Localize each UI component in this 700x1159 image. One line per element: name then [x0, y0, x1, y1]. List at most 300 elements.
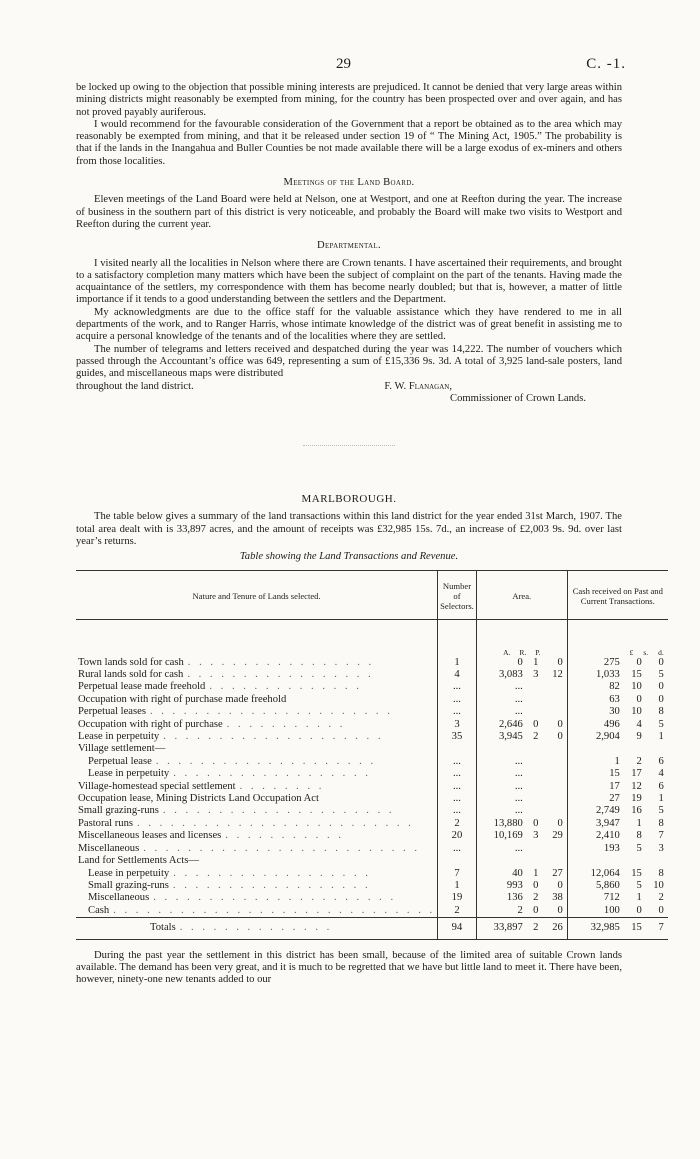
area-roods: 0 — [533, 904, 539, 916]
cash-shillings: 12 — [631, 780, 642, 792]
cell-cash — [567, 918, 668, 939]
area-perches — [549, 793, 563, 805]
area-roods: 2 — [533, 892, 539, 904]
cash-pounds: 275 — [603, 656, 620, 668]
row-label-text: Perpetual lease — [88, 755, 152, 767]
cell-area — [476, 781, 567, 793]
row-label-text: Miscellaneous — [78, 842, 140, 854]
cash-value — [570, 756, 666, 768]
table-row — [76, 793, 668, 805]
leader-dots: . . . . . . . . . . . . . . . . . . — [172, 879, 371, 891]
cell-area — [476, 805, 567, 817]
area-roods — [529, 843, 543, 855]
area-acres: ... — [514, 706, 523, 718]
cash-shillings: 15 — [631, 922, 642, 934]
row-label — [78, 855, 435, 867]
area-value — [479, 868, 565, 880]
cell-nature — [76, 818, 438, 830]
paragraph-departmental-2: My acknowledgments are due to the office staff for the valuable assistance which they have rendered to me in all departments of the work, and to Ranger Harris, whose intimate knowledge of the district was of great benefit in assisting me to acquire a personal knowledge of the tenants and of the localities where they are settled. — [76, 306, 622, 343]
leader-dots: . . . . . . . . . . . . . . . . . . — [173, 867, 371, 879]
cell-cash — [567, 892, 668, 904]
area-value — [479, 905, 565, 917]
area-roods: 1 — [533, 656, 539, 668]
cell-area — [476, 868, 567, 880]
cell-cash — [567, 657, 668, 669]
cell-selectors: ... — [438, 793, 477, 805]
row-label — [78, 843, 435, 855]
row-label-text: Rural lands sold for cash — [78, 669, 184, 681]
cash-shillings: 15 — [631, 669, 642, 681]
paragraph-meetings: Eleven meetings of the Land Board were held at Nelson, one at Westport, and one at Reefton during the year. The increase of business in the southern part of this district is very noticeable, and probably the Board will make two visits to Westport and Reefton during the current year. — [76, 194, 622, 230]
cell-cash — [567, 818, 668, 830]
header-cash: Cash received on Past and Current Transactions. — [567, 570, 668, 619]
area-acres: 3,945 — [498, 731, 523, 743]
cell-cash — [567, 781, 668, 793]
cash-shillings: 0 — [636, 656, 642, 668]
cash-shillings: 2 — [636, 755, 642, 767]
section-divider — [303, 445, 395, 447]
area-value — [479, 657, 565, 669]
table-row — [76, 868, 668, 880]
cell-nature — [76, 805, 438, 817]
area-acres: 2 — [517, 904, 523, 916]
leader-dots: . . . . . . . . . . . . . . . . . . . . . . . . . . . . . — [113, 904, 436, 916]
cell-selectors: 1 — [438, 880, 477, 892]
cell-nature — [76, 694, 438, 706]
header-area: Area. — [476, 570, 567, 619]
area-perches — [549, 768, 563, 780]
table-row — [76, 731, 668, 743]
row-label — [78, 793, 435, 805]
leader-dots: . . . . . . . . . . . . . . . . . . . . . . . . . — [137, 817, 414, 829]
cash-pence: 0 — [658, 904, 664, 916]
area-perches: 29 — [552, 830, 563, 842]
area-acres: ... — [514, 693, 523, 705]
cell-selectors — [438, 855, 477, 867]
area-acres: 10,169 — [493, 830, 523, 842]
cash-value — [570, 657, 666, 669]
cell-area — [476, 768, 567, 780]
cash-value — [570, 694, 666, 706]
area-value — [479, 793, 565, 805]
cash-shillings: 0 — [636, 693, 642, 705]
area-perches — [549, 805, 563, 817]
cell-nature — [76, 793, 438, 805]
cell-nature — [76, 657, 438, 669]
area-roods: 0 — [533, 718, 539, 730]
cell-nature — [76, 905, 438, 918]
cash-pence: 10 — [653, 879, 664, 891]
area-acres: 13,880 — [493, 817, 523, 829]
cell-cash — [567, 805, 668, 817]
row-label-text: Village-homestead special settlement — [78, 780, 236, 792]
table-row — [76, 681, 668, 693]
area-roods — [529, 756, 543, 768]
cash-pounds: 15 — [609, 768, 620, 780]
table-header-row — [76, 570, 668, 619]
area-value — [479, 768, 565, 780]
cell-area — [476, 793, 567, 805]
cell-cash — [567, 719, 668, 731]
cell-cash — [567, 768, 668, 780]
area-value — [479, 843, 565, 855]
row-label — [78, 669, 435, 681]
cell-selectors: 4 — [438, 669, 477, 681]
cell-nature — [76, 781, 438, 793]
cell-area — [476, 918, 567, 939]
cell-cash — [567, 706, 668, 718]
cash-shillings: 5 — [636, 879, 642, 891]
unit-acres: A. — [503, 647, 511, 657]
table-row — [76, 669, 668, 681]
cell-nature — [76, 830, 438, 842]
cell-area — [476, 657, 567, 669]
cell-cash — [567, 669, 668, 681]
cell-cash — [567, 830, 668, 842]
leader-dots: . . . . . . . . . . . . . . . . . . . . . . — [149, 706, 393, 718]
cell-selectors: 2 — [438, 905, 477, 918]
area-roods — [529, 768, 543, 780]
document-reference: C. -1. — [586, 56, 626, 72]
area-perches: 12 — [552, 669, 563, 681]
area-value — [479, 706, 565, 718]
cash-pounds: 1,033 — [595, 669, 620, 681]
cell-selectors: 2 — [438, 818, 477, 830]
table-row — [76, 843, 668, 855]
cell-area — [476, 905, 567, 918]
table-row — [76, 905, 668, 918]
table-row-totals — [76, 918, 668, 939]
cash-pounds: 12,064 — [590, 867, 620, 879]
signature-title: Commissioner of Crown Lands. — [450, 392, 586, 404]
area-acres: ... — [514, 805, 523, 817]
cell-selectors — [438, 743, 477, 755]
cash-pounds: 32,985 — [590, 922, 620, 934]
cell-selectors: ... — [438, 781, 477, 793]
cash-pence: 8 — [658, 817, 664, 829]
area-roods — [529, 793, 543, 805]
cell-area — [476, 843, 567, 855]
row-label-text: Land for Settlements Acts— — [78, 855, 199, 867]
area-perches — [549, 781, 563, 793]
row-label — [78, 657, 435, 669]
area-value — [479, 892, 565, 904]
cell-nature — [76, 843, 438, 855]
row-label — [78, 905, 435, 917]
paragraph-departmental-1: I visited nearly all the localities in Nelson where there are Crown tenants. I have ascertained their requirements, and brought to a satisfactory completion many matters which have been the subject of complaint on the part of the tenants. Having made the acquaintance of the settlers, my correspondence with them has become nearly doubled; but that is, however, a matter of little importance if it tends to a good understanding between the settlers and the Department. — [76, 257, 622, 306]
row-label — [78, 922, 435, 934]
unit-shillings: s. — [643, 647, 649, 657]
cash-value — [570, 681, 666, 693]
row-label-text: Cash — [88, 904, 110, 916]
table-row — [76, 805, 668, 817]
cell-area — [476, 818, 567, 830]
row-label-text: Miscellaneous leases and licenses — [78, 830, 222, 842]
cell-area — [476, 719, 567, 731]
cash-pounds: 100 — [603, 904, 620, 916]
cash-value — [570, 781, 666, 793]
area-perches: 38 — [552, 892, 563, 904]
cash-pence: 0 — [658, 681, 664, 693]
cash-pounds: 193 — [603, 842, 620, 854]
cash-value — [570, 706, 666, 718]
cash-pence: 4 — [658, 768, 664, 780]
signature-row — [76, 381, 622, 393]
row-label — [78, 694, 435, 706]
cash-value — [570, 768, 666, 780]
cash-value — [570, 905, 666, 917]
heading-departmental: Departmental. — [317, 240, 381, 252]
heading-meetings: Meetings of the Land Board. — [283, 177, 415, 189]
cash-shillings: 10 — [631, 706, 642, 718]
leader-dots — [346, 793, 435, 805]
cell-cash — [567, 694, 668, 706]
cell-nature — [76, 756, 438, 768]
area-perches: 27 — [552, 867, 563, 879]
page-header — [0, 56, 700, 76]
row-label-text: Village settlement— — [78, 743, 166, 755]
area-acres: ... — [514, 793, 523, 805]
cash-value — [570, 818, 666, 830]
section-title-marlborough: MARLBOROUGH. — [301, 493, 397, 506]
row-label — [78, 743, 435, 755]
cell-selectors: ... — [438, 843, 477, 855]
row-label-text: Lease in perpetuity — [78, 731, 160, 743]
cell-cash — [567, 843, 668, 855]
row-label — [78, 892, 435, 904]
cell-area — [476, 855, 567, 867]
cell-selectors: ... — [438, 681, 477, 693]
area-acres: 0 — [517, 656, 523, 668]
cash-pounds: 496 — [603, 718, 620, 730]
cell-area — [476, 706, 567, 718]
row-label — [78, 768, 435, 780]
table-row — [76, 892, 668, 904]
row-label — [78, 706, 435, 718]
cell-area — [476, 743, 567, 755]
cash-shillings: 5 — [636, 842, 642, 854]
cash-pence: 0 — [658, 693, 664, 705]
cell-area — [476, 880, 567, 892]
paragraph-mining-continued: be locked up owing to the objection that possible mining interests are prejudiced. It cannot be denied that very large areas within mining districts might reasonably be exempted from mining, for the country has been prospected over and over again, and has not proved payably auriferous. — [76, 82, 622, 118]
cell-selectors: 94 — [438, 918, 477, 939]
area-roods — [529, 694, 543, 706]
row-label-text: Lease in perpetuity — [88, 768, 170, 780]
cash-pence: 7 — [658, 922, 664, 934]
row-label — [78, 731, 435, 743]
paragraph-marlborough-after: During the past year the settlement in this district has been small, because of the limited area of suitable Crown lands available. The demand has been very great, and it is much to be regretted that we have but little land to meet it. There have been, however, ninety-one new tenants added to our — [76, 949, 622, 986]
area-value — [479, 756, 565, 768]
cash-pounds: 63 — [609, 693, 620, 705]
cell-selectors: 19 — [438, 892, 477, 904]
cash-pounds: 30 — [609, 706, 620, 718]
table-row — [76, 743, 668, 755]
area-perches: 0 — [557, 817, 563, 829]
cash-value — [570, 892, 666, 904]
area-value — [479, 922, 565, 934]
row-label — [78, 880, 435, 892]
area-roods: 1 — [533, 867, 539, 879]
cell-cash — [567, 905, 668, 918]
cash-pence: 8 — [658, 706, 664, 718]
cash-pounds: 27 — [609, 793, 620, 805]
leader-dots: . . . . . . . . . . . . . . . . . — [187, 669, 374, 681]
cell-selectors: 7 — [438, 868, 477, 880]
area-perches: 26 — [552, 922, 563, 934]
table-row — [76, 657, 668, 669]
table-caption: Table showing the Land Transactions and Revenue. — [239, 551, 459, 563]
cash-shillings: 9 — [636, 731, 642, 743]
unit-roods: R. — [519, 647, 527, 657]
area-acres: 33,897 — [493, 922, 523, 934]
area-perches — [549, 681, 563, 693]
cell-cash — [567, 868, 668, 880]
cell-nature — [76, 880, 438, 892]
row-label-text: Occupation lease, Mining Districts Land Occupation Act — [78, 793, 319, 805]
row-label — [78, 818, 435, 830]
cash-value — [570, 830, 666, 842]
area-roods: 3 — [533, 830, 539, 842]
paragraph-mining-recommendation: I would recommend for the favourable consideration of the Government that a report be obtained as to the area which may reasonably be exempted from mining, and that it be released under section 19 of “ The Mining Act, 1905.” The probability is that if the lands in the Inangahua and Buller Counties be not made available there will be a large exodus of ex-miners and others from those localities. — [76, 118, 622, 167]
area-acres: ... — [514, 681, 523, 693]
cash-pounds: 2,410 — [595, 830, 620, 842]
cell-nature — [76, 892, 438, 904]
leader-dots: . . . . . . . . . . . . . . . . . — [187, 656, 375, 668]
signature-name: F. W. Flanagan, — [384, 380, 452, 392]
cell-nature — [76, 918, 438, 939]
row-label — [78, 805, 435, 817]
leader-dots: . . . . . . . . . . . . . . . . . . . . — [163, 731, 384, 743]
row-label-text: Small grazing-runs — [88, 879, 169, 891]
page-content — [76, 82, 664, 986]
cell-area — [476, 694, 567, 706]
area-acres: 3,083 — [498, 669, 523, 681]
row-label-text: Small grazing-runs — [78, 805, 159, 817]
cell-area — [476, 756, 567, 768]
area-roods: 0 — [533, 817, 539, 829]
leader-dots — [199, 855, 435, 867]
row-label-text: Totals — [150, 922, 176, 934]
leader-dots: . . . . . . . . . . . . . . . . . . . . . — [162, 805, 395, 817]
cell-nature — [76, 681, 438, 693]
cash-pence: 5 — [658, 805, 664, 817]
cell-selectors: 20 — [438, 830, 477, 842]
row-label — [78, 719, 435, 731]
cash-pence: 1 — [658, 793, 664, 805]
cell-nature — [76, 768, 438, 780]
cash-shillings: 15 — [631, 867, 642, 879]
cash-shillings: 19 — [631, 793, 642, 805]
cash-pence: 6 — [658, 755, 664, 767]
paragraph-departmental-end: throughout the land district. — [76, 380, 194, 392]
area-perches: 0 — [557, 879, 563, 891]
leader-dots: . . . . . . . . . . . . . . — [209, 681, 362, 693]
area-acres: 136 — [506, 892, 523, 904]
leader-dots: . . . . . . . . . . . — [226, 718, 346, 730]
leader-dots: . . . . . . . . . . . . . . . . . . — [173, 768, 371, 780]
cash-value — [570, 843, 666, 855]
cell-cash — [567, 743, 668, 755]
table-row — [76, 781, 668, 793]
cell-nature — [76, 731, 438, 743]
cash-pounds: 2,749 — [595, 805, 620, 817]
cash-pounds: 712 — [603, 892, 620, 904]
table-row — [76, 880, 668, 892]
cell-selectors: ... — [438, 694, 477, 706]
row-label-text: Occupation with right of purchase made freehold — [78, 693, 287, 705]
land-transactions-table — [76, 570, 668, 940]
table-row — [76, 830, 668, 842]
row-label — [78, 681, 435, 693]
cash-shillings: 10 — [631, 681, 642, 693]
cell-cash — [567, 880, 668, 892]
cash-pence: 5 — [658, 718, 664, 730]
area-roods — [529, 706, 543, 718]
cash-pounds: 1 — [614, 755, 620, 767]
cell-selectors: ... — [438, 768, 477, 780]
cell-nature — [76, 743, 438, 755]
area-value — [479, 805, 565, 817]
cash-shillings: 1 — [636, 817, 642, 829]
area-roods: 3 — [533, 669, 539, 681]
paragraph-marlborough-intro: The table below gives a summary of the land transactions within this land district for the year ended 31st March, 1907. The total area dealt with is 33,897 acres, and the amount of receipts was £32,985 15s. 7d., an increase of £2,003 9s. 9d. over last year’s returns. — [76, 511, 622, 548]
cell-selectors: 1 — [438, 657, 477, 669]
cash-pence: 8 — [658, 867, 664, 879]
cash-pounds: 3,947 — [595, 817, 620, 829]
area-acres: 40 — [512, 867, 523, 879]
area-perches: 0 — [557, 718, 563, 730]
cell-area — [476, 669, 567, 681]
area-perches: 0 — [557, 904, 563, 916]
cell-nature — [76, 855, 438, 867]
cash-pounds: 5,860 — [595, 879, 620, 891]
row-label-text: Perpetual leases — [78, 706, 146, 718]
cell-cash — [567, 731, 668, 743]
cash-shillings: 8 — [636, 830, 642, 842]
area-roods: 2 — [533, 922, 539, 934]
cash-pence: 5 — [658, 669, 664, 681]
row-label-text: Occupation with right of purchase — [78, 718, 223, 730]
cell-selectors: ... — [438, 805, 477, 817]
cell-nature — [76, 706, 438, 718]
cell-nature — [76, 868, 438, 880]
row-label — [78, 830, 435, 842]
page-number: 29 — [336, 56, 351, 72]
cell-nature — [76, 719, 438, 731]
area-value — [479, 719, 565, 731]
cash-value — [570, 805, 666, 817]
area-perches — [549, 756, 563, 768]
cash-shillings: 0 — [636, 904, 642, 916]
area-perches — [549, 694, 563, 706]
row-label-text: Miscellaneous — [88, 892, 150, 904]
cash-pence: 1 — [658, 731, 664, 743]
row-label-text: Town lands sold for cash — [78, 656, 184, 668]
cash-value — [570, 731, 666, 743]
area-value — [479, 830, 565, 842]
cash-shillings: 17 — [631, 768, 642, 780]
cash-value — [570, 868, 666, 880]
area-roods — [529, 805, 543, 817]
leader-dots: . . . . . . . . . . . . . . . . . . . . . . — [153, 892, 397, 904]
units-row — [76, 619, 668, 657]
unit-pounds: £ — [629, 647, 634, 657]
cash-value — [570, 922, 666, 934]
cell-selectors: 35 — [438, 731, 477, 743]
table-row — [76, 719, 668, 731]
row-label — [78, 756, 435, 768]
cell-area — [476, 681, 567, 693]
